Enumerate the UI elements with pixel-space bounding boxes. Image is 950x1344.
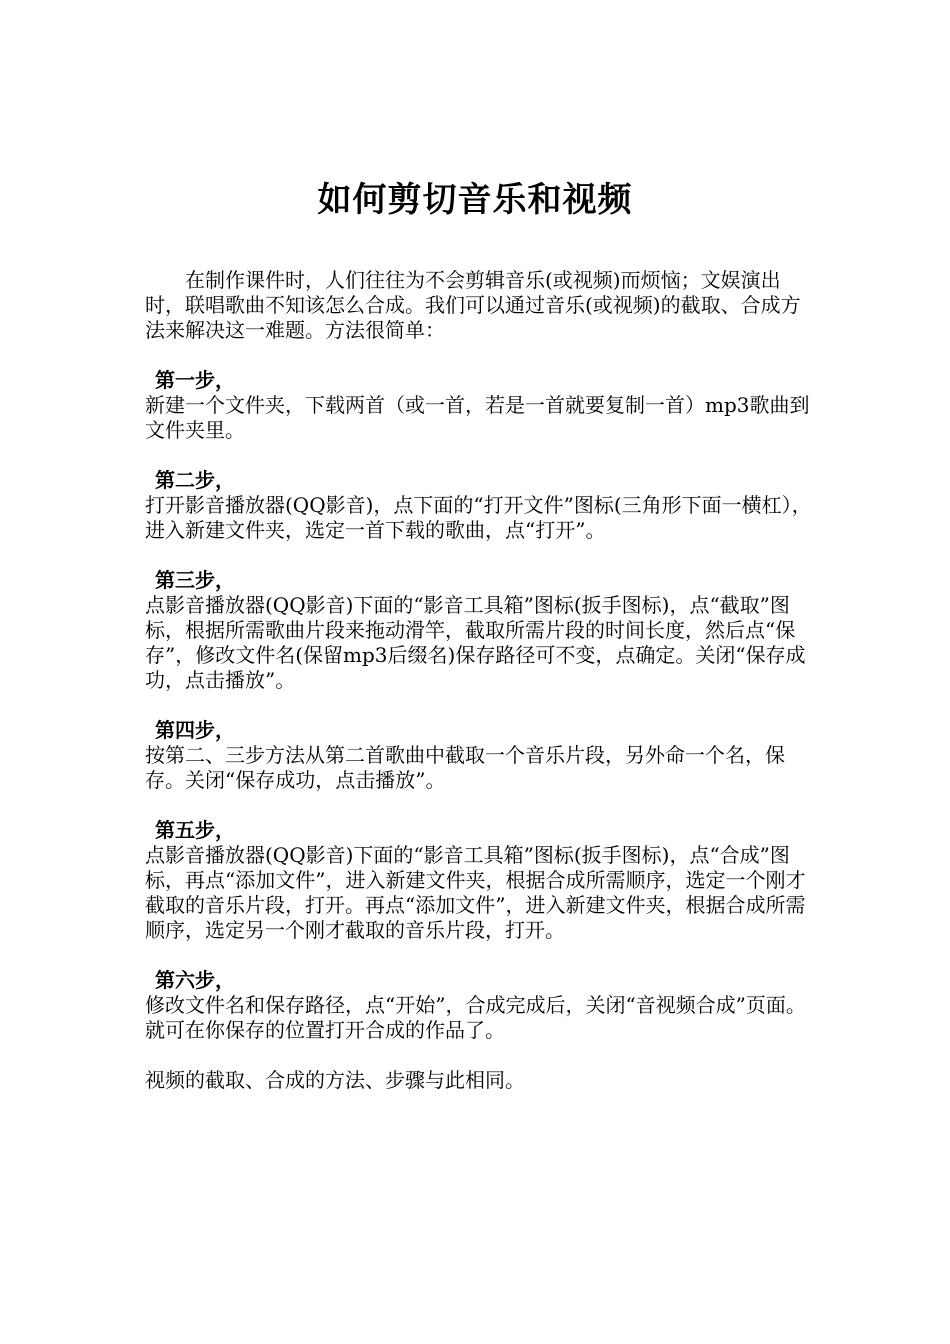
conclusion-paragraph: 视频的截取、合成的方法、步骤与此相同。 <box>145 1068 525 1092</box>
document-body <box>145 268 815 1093</box>
step-heading: 第二步， <box>155 468 235 492</box>
step-heading: 第一步， <box>155 368 235 392</box>
step-1 <box>145 368 815 443</box>
step-heading: 第五步， <box>155 818 235 842</box>
document-title: 如何剪切音乐和视频 <box>317 180 633 220</box>
step-6 <box>145 968 815 1043</box>
step-text: 点影音播放器(QQ影音)下面的“影音工具箱”图标(扳手图标)，点“合成”图标，再点“添加文件”，进入新建文件夹，根据合成所需顺序，选定一个刚才截取的音乐片段，打开。再点“添加文件”，进入新建文件夹，根据合成所需顺序，选定另一个刚才截取的音乐片段，打开。 <box>145 843 806 942</box>
step-5 <box>145 818 815 943</box>
step-4 <box>145 718 815 793</box>
step-text: 按第二、三步方法从第二首歌曲中截取一个音乐片段，另外命一个名，保存。关闭“保存成功，点击播放”。 <box>145 743 785 792</box>
step-text: 新建一个文件夹，下载两首（或一首，若是一首就要复制一首）mp3歌曲到文件夹里。 <box>145 393 810 442</box>
step-text: 打开影音播放器(QQ影音)，点下面的“打开文件”图标(三角形下面一横杠），进入新建文件夹，选定一首下载的歌曲，点“打开”。 <box>145 493 812 542</box>
step-heading: 第六步， <box>155 968 235 992</box>
intro-paragraph: 在制作课件时，人们往往为不会剪辑音乐(或视频)而烦恼；文娱演出时，联唱歌曲不知该怎么合成。我们可以通过音乐(或视频)的截取、合成方法来解决这一难题。方法很简单： <box>145 268 801 342</box>
step-3 <box>145 568 815 693</box>
step-heading: 第三步， <box>155 568 235 592</box>
step-heading: 第四步， <box>155 718 235 742</box>
step-text: 点影音播放器(QQ影音)下面的“影音工具箱”图标(扳手图标)，点“截取”图标，根据所需歌曲片段来拖动滑竿，截取所需片段的时间长度，然后点“保存”，修改文件名(保留mp3后缀名)保存路径可不变，点确定。关闭“保存成功，点击播放”。 <box>145 593 806 692</box>
step-text: 修改文件名和保存路径，点“开始”，合成完成后，关闭“音视频合成”页面。就可在你保存的位置打开合成的作品了。 <box>145 993 806 1042</box>
step-2 <box>145 468 815 543</box>
